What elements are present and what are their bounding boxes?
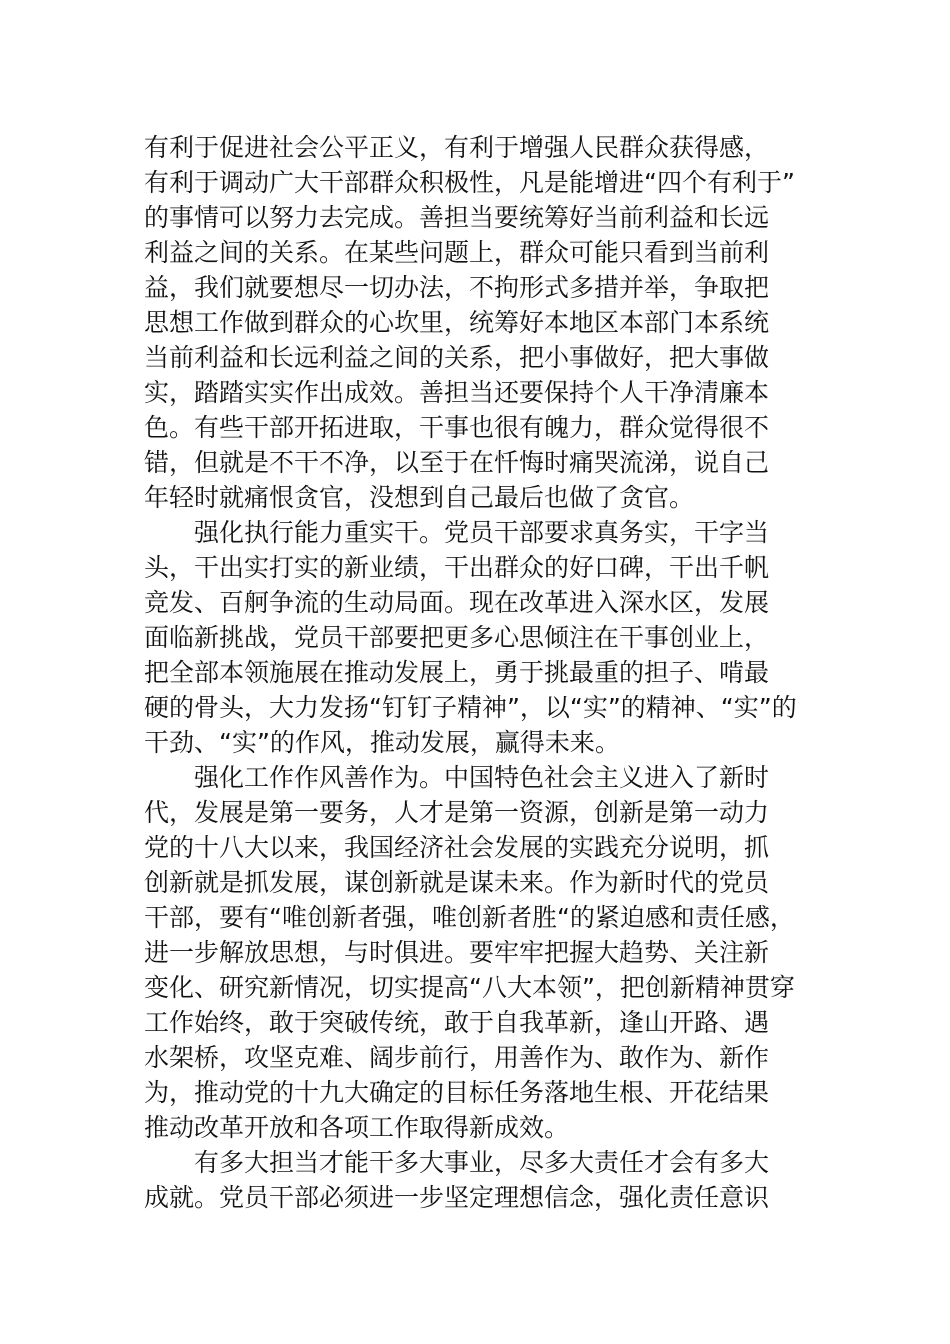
text-line: 代，发展是第一要务，人才是第一资源，创新是第一动力: [144, 798, 770, 827]
paragraph: [144, 1145, 808, 1215]
text-line: 强化工作作风善作为。中国特色社会主义进入了新时: [194, 763, 770, 792]
text-line: 成就。党员干部必须进一步坚定理想信念，强化责任意识: [144, 1183, 770, 1212]
text-line: 利益之间的关系。在某些问题上，群众可能只看到当前利: [144, 238, 770, 267]
text-line: 干劲、“实”的作风，推动发展，赢得未来。: [144, 728, 620, 757]
paragraph: [144, 515, 808, 760]
text-line: 硬的骨头，大力发扬“钉钉子精神”，以“实”的精神、“实”的: [144, 693, 797, 722]
text-line: 年轻时就痛恨贪官，没想到自己最后也做了贪官。: [144, 483, 695, 512]
text-line: 变化、研究新情况，切实提高“八大本领”，把创新精神贯穿: [144, 973, 795, 1002]
text-line: 思想工作做到群众的心坎里，统筹好本地区本部门本系统: [144, 308, 770, 337]
text-line: 干部，要有“唯创新者强，唯创新者胜“的紧迫感和责任感，: [144, 903, 795, 932]
text-line: 头，干出实打实的新业绩，干出群众的好口碑，干出千帆: [144, 553, 770, 582]
text-line: 为，推动党的十九大确定的目标任务落地生根、开花结果: [144, 1078, 770, 1107]
text-line: 水架桥，攻坚克难、阔步前行，用善作为、敢作为、新作: [144, 1043, 770, 1072]
text-line: 实，踏踏实实作出成效。善担当还要保持个人干净清廉本: [144, 378, 770, 407]
text-line: 推动改革开放和各项工作取得新成效。: [144, 1113, 570, 1142]
text-line: 工作始终，敢于突破传统，敢于自我革新，逢山开路、遇: [144, 1008, 770, 1037]
text-line: 益，我们就要想尽一切办法，不拘形式多措并举，争取把: [144, 273, 770, 302]
text-line: 色。有些干部开拓进取，干事也很有魄力，群众觉得很不: [144, 413, 770, 442]
paragraph: [144, 760, 808, 1145]
text-line: 创新就是抓发展，谋创新就是谋未来。作为新时代的党员: [144, 868, 770, 897]
text-line: 有利于促进社会公平正义，有利于增强人民群众获得感，: [144, 133, 770, 162]
text-line: 有多大担当才能干多大事业，尽多大责任才会有多大: [194, 1148, 770, 1177]
text-line: 当前利益和长远利益之间的关系，把小事做好，把大事做: [144, 343, 770, 372]
text-line: 把全部本领施展在推动发展上，勇于挑最重的担子、啃最: [144, 658, 770, 687]
text-line: 错，但就是不干不净，以至于在忏悔时痛哭流涕，说自己: [144, 448, 770, 477]
text-line: 面临新挑战，党员干部要把更多心思倾注在干事创业上，: [144, 623, 770, 652]
text-line: 党的十八大以来，我国经济社会发展的实践充分说明，抓: [144, 833, 770, 862]
text-line: 强化执行能力重实干。党员干部要求真务实，干字当: [194, 518, 770, 547]
text-line: 竞发、百舸争流的生动局面。现在改革进入深水区，发展: [144, 588, 770, 617]
paragraph: [144, 130, 808, 515]
document-body: [144, 130, 808, 1215]
text-line: 进一步解放思想，与时俱进。要牢牢把握大趋势、关注新: [144, 938, 770, 967]
text-line: 的事情可以努力去完成。善担当要统筹好当前利益和长远: [144, 203, 770, 232]
text-line: 有利于调动广大干部群众积极性，凡是能增进“四个有利于”: [144, 168, 795, 197]
